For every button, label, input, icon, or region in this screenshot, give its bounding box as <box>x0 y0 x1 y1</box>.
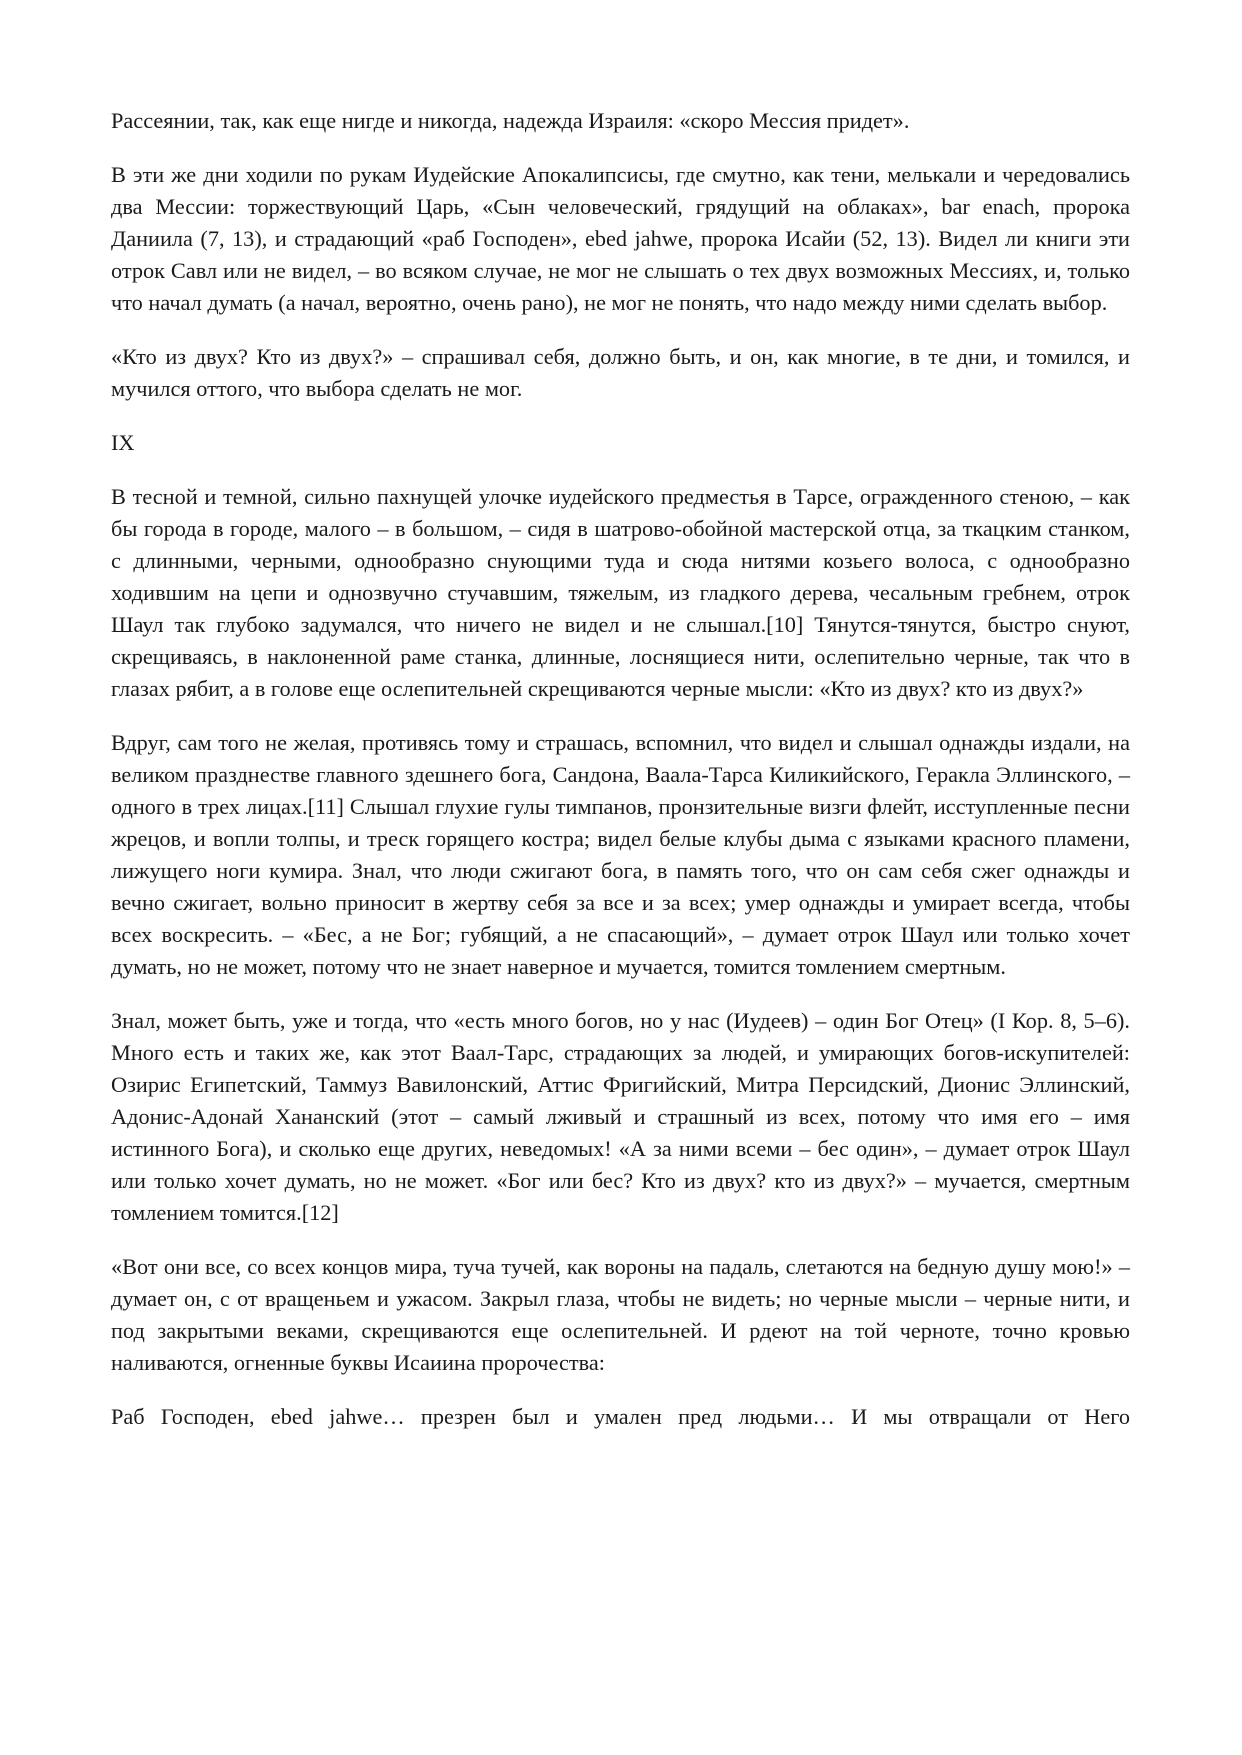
paragraph: Вдруг, сам того не желая, противясь тому и страшась, вспомнил, что видел и слышал однажды издали, на великом празднестве главного здешнего бога, Сандона, Ваала-Тарса Киликийского, Геракла Эллинского, – одного в трех лицах.[11] Слышал глухие гулы тимпанов, пронзительные визги флейт, исступленные песни жрецов, и вопли толпы, и треск горящего костра; видел белые клубы дыма с языками красного пламени, лижущего ноги кумира. Знал, что люди сжигают бога, в память того, что он сам себя сжег однажды и вечно сжигает, вольно приносит в жертву себя за все и за всех; умер однажды и умирает всегда, чтобы всех воскресить. – «Бес, а не Бог; губящий, а не спасающий», – думает отрок Шаул или только хочет думать, но не может, потому что не знает наверное и мучается, томится томлением смертным. <box>111 730 1130 979</box>
paragraph: Раб Господен, ebed jahwe… презрен был и умален пред людьми… И мы отвращали от Него <box>111 1404 1130 1429</box>
paragraph: В эти же дни ходили по рукам Иудейские Апокалипсисы, где смутно, как тени, мелькали и чередовались два Мессии: торжествующий Царь, «Сын человеческий, грядущий на облаках», bar enach, пророка Даниила (7, 13), и страдающий «раб Господен», ebed jahwe, пророка Исайи (52, 13). Видел ли книги эти отрок Савл или не видел, – во всяком случае, не мог не слышать о тех двух возможных Мессиях, и, только что начал думать (а начал, вероятно, очень рано), не мог не понять, что надо между ними сделать выбор. <box>111 162 1130 315</box>
paragraph: «Кто из двух? Кто из двух?» – спрашивал себя, должно быть, и он, как многие, в те дни, и томился, и мучился оттого, что выбора сделать не мог. <box>111 344 1130 401</box>
paragraph: В тесной и темной, сильно пахнущей улочке иудейского предместья в Тарсе, огражденного стеною, – как бы города в городе, малого – в большом, – сидя в шатрово-обойной мастерской отца, за ткацким станком, с длинными, черными, однообразно снующими туда и сюда нитями козьего волоса, с однообразно ходившим на цепи и однозвучно стучавшим, тяжелым, из гладкого дерева, чесальным гребнем, отрок Шаул так глубоко задумался, что ничего не видел и не слышал.[10] Тянутся-тянутся, быстро снуют, скрещиваясь, в наклоненной раме станка, длинные, лоснящиеся нити, ослепительно черные, так что в глазах рябит, а в голове еще ослепительней скрещиваются черные мысли: «Кто из двух? кто из двух?» <box>111 484 1130 701</box>
text-column <box>111 105 1130 1455</box>
paragraph: Знал, может быть, уже и тогда, что «есть много богов, но у нас (Иудеев) – один Бог Отец» (I Кор. 8, 5–6). Много есть и таких же, как этот Ваал-Тарс, страдающих за людей, и умирающих богов-искупителей: Озирис Египетский, Таммуз Вавилонский, Аттис Фригийский, Митра Персидский, Дионис Эллинский, Адонис-Адонай Хананский (этот – самый лживый и страшный из всех, потому что имя его – имя истинного Бога), и сколько еще других, неведомых! «А за ними всеми – бес один», – думает отрок Шаул или только хочет думать, но не может. «Бог или бес? Кто из двух? кто из двух?» – мучается, смертным томлением томится.[12] <box>111 1008 1130 1225</box>
section-heading: IX <box>111 430 135 455</box>
paragraph: «Вот они все, со всех концов мира, туча тучей, как вороны на падаль, слетаются на бедную душу мою!» – думает он, с от вращеньем и ужасом. Закрыл глаза, чтобы не видеть; но черные мысли – черные нити, и под закрытыми веками, скрещиваются еще ослепительней. И рдеют на той черноте, точно кровью наливаются, огненные буквы Исаиина пророчества: <box>111 1254 1130 1375</box>
paragraph: Рассеянии, так, как еще нигде и никогда, надежда Израиля: «скоро Мессия придет». <box>111 108 910 133</box>
